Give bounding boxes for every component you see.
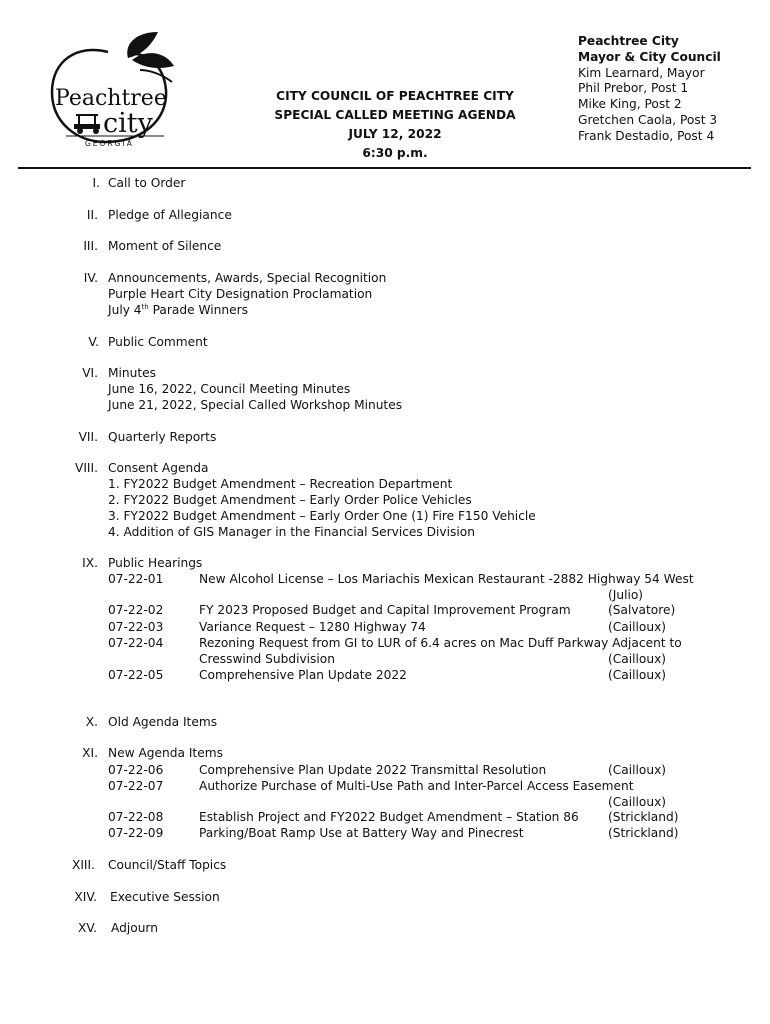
hearing-code: 07-22-04 (108, 636, 164, 650)
hearing-desc: FY 2023 Proposed Budget and Capital Improvement Program (199, 603, 571, 617)
new-item-code: 07-22-09 (108, 826, 164, 840)
sub-text: Parade Winners (148, 303, 248, 318)
item-number: I. (92, 176, 100, 190)
hearing-presenter: (Julio) (608, 588, 644, 602)
item-number: XV. (78, 921, 97, 935)
hearing-presenter: (Cailloux) (608, 620, 667, 634)
item-new-agenda: New Agenda Items (108, 746, 223, 760)
consent-item: 4. Addition of GIS Manager in the Financial Services Division (108, 525, 475, 539)
item-number: V. (88, 335, 99, 349)
logo-graphic (48, 30, 176, 150)
hearing-desc: Comprehensive Plan Update 2022 (199, 668, 407, 682)
hearing-presenter: (Cailloux) (608, 668, 667, 682)
consent-item: 1. FY2022 Budget Amendment – Recreation Department (108, 477, 453, 491)
consent-item: 2. FY2022 Budget Amendment – Early Order Police Vehicles (108, 493, 472, 507)
hearing-code: 07-22-02 (108, 603, 164, 617)
council-block (578, 34, 721, 145)
hearing-code: 07-22-03 (108, 620, 164, 634)
new-item-code: 07-22-06 (108, 763, 164, 777)
sub-text: July 4 (108, 303, 142, 318)
hearing-code: 07-22-05 (108, 668, 164, 682)
new-item-desc: Parking/Boat Ramp Use at Battery Way and Pinecrest (199, 826, 524, 840)
hearing-presenter: (Cailloux) (608, 652, 667, 666)
item-number: XIII. (71, 858, 95, 872)
new-item-presenter: (Cailloux) (608, 795, 667, 809)
item-number: IX. (82, 556, 98, 570)
hearing-desc: New Alcohol License – Los Mariachis Mexican Restaurant -2882 Highway 54 West (199, 572, 694, 586)
new-item-desc: Comprehensive Plan Update 2022 Transmittal Resolution (199, 763, 547, 777)
item-quarterly-reports: Quarterly Reports (108, 430, 217, 444)
item-number: VIII. (75, 461, 98, 475)
item-executive-session: Executive Session (110, 890, 220, 904)
hearing-desc: Variance Request – 1280 Highway 74 (199, 620, 426, 634)
new-item-presenter: (Strickland) (608, 810, 679, 824)
meeting-title (250, 87, 540, 163)
header-divider (18, 167, 751, 169)
council-member: Phil Prebor, Post 1 (578, 81, 689, 96)
item-number: III. (83, 239, 98, 253)
item-minutes-sub: June 21, 2022, Special Called Workshop Minutes (108, 398, 403, 412)
item-number: VI. (82, 366, 98, 380)
item-consent-agenda: Consent Agenda (108, 461, 209, 475)
hearing-presenter: (Salvatore) (608, 603, 676, 617)
item-council-staff-topics: Council/Staff Topics (108, 858, 227, 872)
new-item-code: 07-22-08 (108, 810, 164, 824)
item-minutes-sub: June 16, 2022, Council Meeting Minutes (108, 382, 351, 396)
item-number: XI. (82, 746, 98, 760)
hearing-desc: Rezoning Request from GI to LUR of 6.4 acres on Mac Duff Parkway Adjacent to (199, 636, 682, 650)
item-number: X. (85, 715, 98, 729)
council-title-2: Mayor & City Council (578, 49, 721, 64)
new-item-presenter: (Strickland) (608, 826, 679, 840)
council-title-1: Peachtree City (578, 34, 679, 48)
item-announcements-sub: Purple Heart City Designation Proclamation (108, 287, 373, 301)
item-number: IV. (83, 271, 98, 285)
item-announcements: Announcements, Awards, Special Recognition (108, 271, 387, 285)
hearing-code: 07-22-01 (108, 572, 164, 586)
council-member: Mike King, Post 2 (578, 97, 682, 112)
item-public-comment: Public Comment (108, 335, 208, 349)
item-adjourn: Adjourn (111, 921, 158, 935)
title-time: 6:30 p.m. (362, 146, 428, 160)
council-member: Gretchen Caola, Post 3 (578, 112, 718, 127)
title-date: JULY 12, 2022 (348, 127, 442, 141)
new-item-presenter: (Cailloux) (608, 763, 667, 777)
new-item-desc: Establish Project and FY2022 Budget Amendment – Station 86 (199, 810, 579, 824)
item-pledge: Pledge of Allegiance (108, 208, 232, 222)
council-member: Kim Learnard, Mayor (578, 65, 705, 80)
sub-text-sup: th (141, 303, 149, 311)
item-moment-of-silence: Moment of Silence (108, 239, 222, 253)
item-old-agenda: Old Agenda Items (108, 715, 218, 729)
item-number: VII. (78, 430, 98, 444)
item-announcements-sub (108, 303, 248, 317)
hearing-desc-cont: Cresswind Subdivision (199, 652, 335, 666)
logo-word-city: city (103, 108, 153, 139)
item-call-to-order: Call to Order (108, 176, 186, 190)
peachtree-city-logo (48, 30, 176, 150)
new-item-desc: Authorize Purchase of Multi-Use Path and Inter-Parcel Access Easement (199, 779, 634, 793)
title-line-1: CITY COUNCIL OF PEACHTREE CITY (276, 89, 514, 103)
logo-word-peachtree: Peachtree (55, 86, 167, 111)
item-minutes: Minutes (108, 366, 156, 380)
item-number: XIV. (74, 890, 97, 904)
item-number: II. (86, 208, 98, 222)
item-public-hearings: Public Hearings (108, 556, 203, 570)
consent-item: 3. FY2022 Budget Amendment – Early Order One (1) Fire F150 Vehicle (108, 509, 536, 523)
new-item-code: 07-22-07 (108, 779, 164, 793)
logo-word-georgia: GEORGIA (85, 139, 134, 148)
council-member: Frank Destadio, Post 4 (578, 128, 715, 143)
title-line-2: SPECIAL CALLED MEETING AGENDA (274, 108, 516, 122)
